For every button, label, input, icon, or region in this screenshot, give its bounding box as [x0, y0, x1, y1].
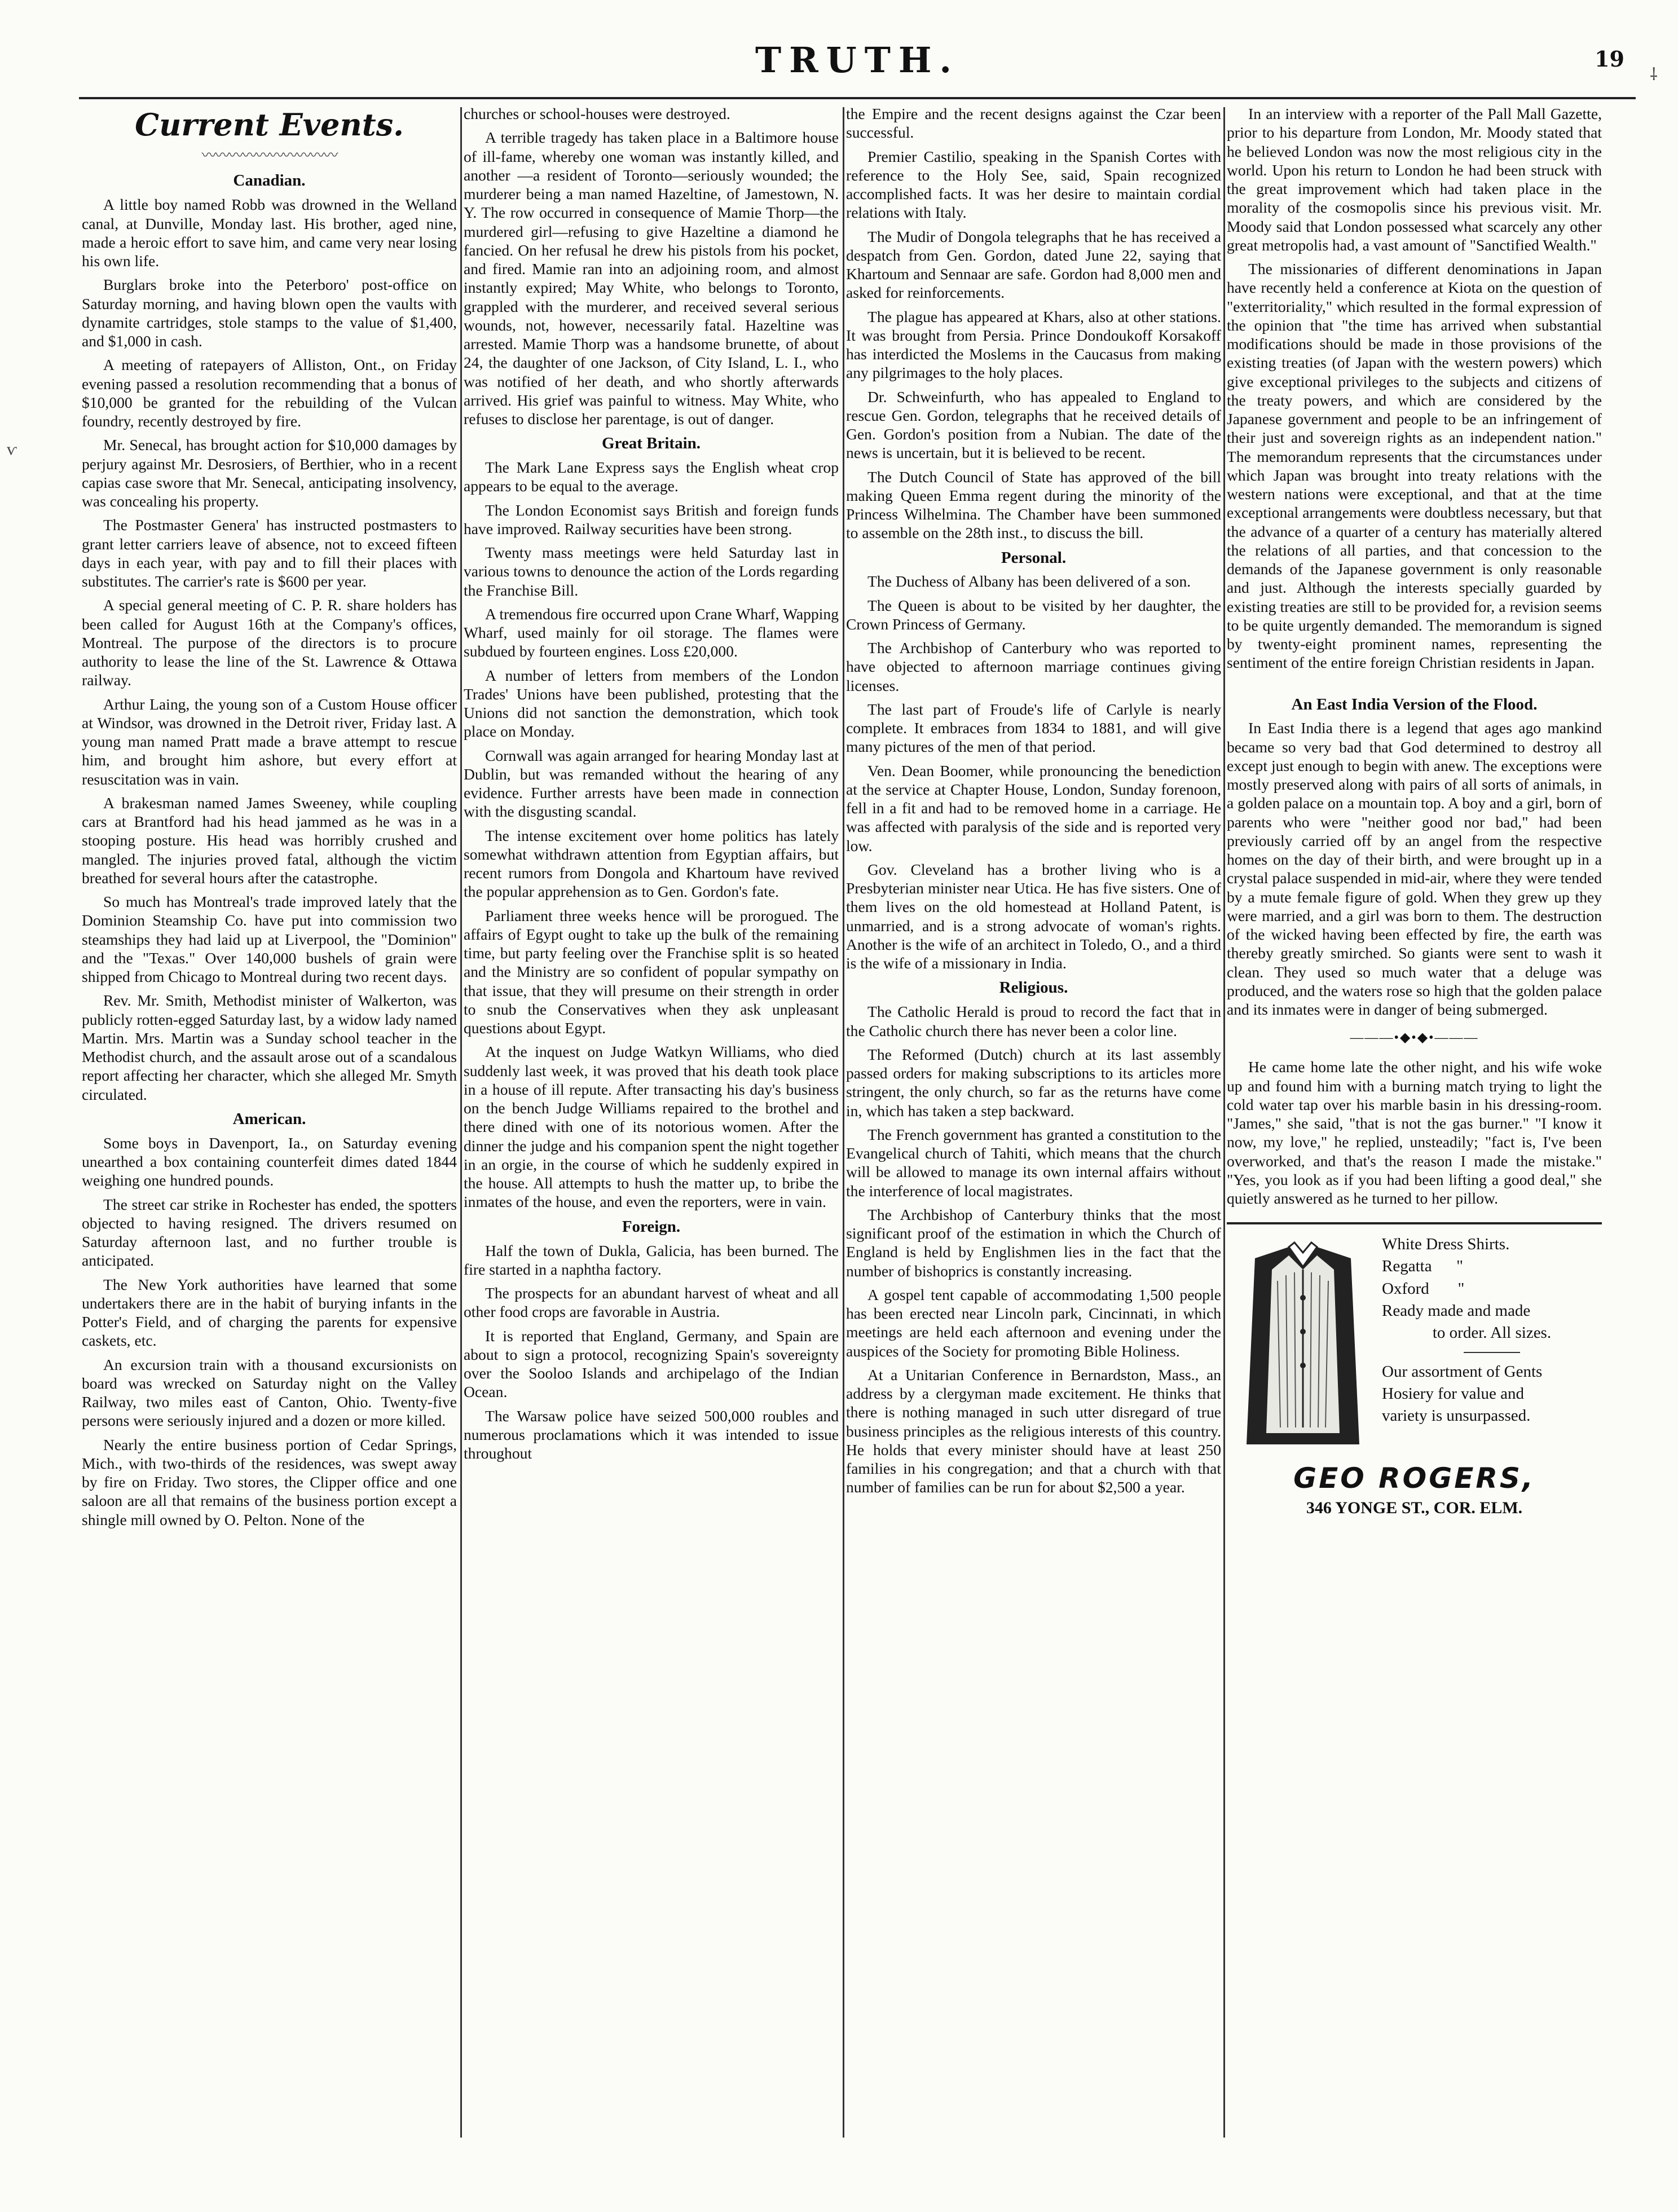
article-paragraph: the Empire and the recent designs against the Czar been successful.: [846, 105, 1221, 142]
article-paragraph: Dr. Schweinfurth, who has appealed to England to rescue Gen. Gordon, telegraphs that he received details of Gen. Gordon's position from a Nubian. The date of the news is uncertain, but it is believed to be recent.: [846, 387, 1221, 462]
article-paragraph: The prospects for an abundant harvest of wheat and all other food crops are favorable in Austria.: [464, 1284, 839, 1321]
section-heading-personal: Personal.: [1001, 548, 1067, 567]
article-paragraph: A brakesman named James Sweeney, while coupling cars at Brantford had his head jammed as he was in a stooping posture. His head was horribly crushed and mangled. The injuries proved fatal, although the victim breathed for several hours after the catastrophe.: [82, 794, 457, 887]
ad-line: to order. All sizes.: [1432, 1323, 1552, 1342]
article-paragraph: A meeting of ratepayers of Alliston, Ont., on Friday evening passed a resolution recommending that a bonus of $10,000 be granted for the rebuilding of the Vulcan foundry, recently destroyed by fire.: [82, 356, 457, 430]
article-paragraph: A tremendous fire occurred upon Crane Wharf, Wapping Wharf, used mainly for oil storage. The flames were subdued by fourteen engines. Loss £20,000.: [464, 605, 839, 660]
article-paragraph: Rev. Mr. Smith, Methodist minister of Walkerton, was publicly rotten-egged Saturday last, by a widow lady named Martin. Mrs. Martin was a Sunday school teacher in the Methodist church, and the assault arose out of a scandalous report affecting her character, which she alleged Mr. Smyth circulated.: [82, 992, 457, 1103]
article-paragraph: In an interview with a reporter of the Pall Mall Gazette, prior to his departure from London, Mr. Moody stated that he believed London was now the most religious city in the world. Upon his return to London he had been struck with the great improvement which had taken place in the morality of the cosmopolis since his previous visit. Mr. Moody said that London possessed what scarcely any other great metropolis had, a vast amount of "Sanctified Wealth.": [1227, 105, 1602, 254]
ornamental-divider: ———•◆•◆•———: [1350, 1030, 1479, 1046]
article-paragraph: The Dutch Council of State has approved of the bill making Queen Emma regent during the minority of the Princess Wilhelmina. The Chamber have been summoned to assemble on the 28th inst., to discuss the bill.: [846, 468, 1221, 542]
section-heading-canadian: Canadian.: [233, 171, 306, 190]
article-paragraph: Some boys in Davenport, Ia., on Saturday evening unearthed a box containing counterfeit dimes dated 1844 weighing one hundred pounds.: [82, 1134, 457, 1189]
article-paragraph: churches or school-houses were destroyed.: [464, 105, 730, 122]
article-paragraph: The Queen is about to be visited by her daughter, the Crown Princess of Germany.: [846, 596, 1221, 633]
ornamental-rule: 〰〰〰〰〰〰〰〰〰〰: [201, 147, 337, 164]
section-heading-religious: Religious.: [999, 979, 1068, 997]
article-paragraph: The New York authorities have learned that some undertakers there are in the habit of burying infants in the Potter's Field, and of charging the parents for expensive caskets, etc.: [82, 1275, 457, 1350]
article-paragraph: He came home late the other night, and his wife woke up and found him with a burning match trying to light the cold water tap over his marble basin in his dressing-room. "James," she said, "that is not the gas burner." "I know it now, my love," he replied, unsteadily; "fact is, I've been overworked, and that's the reason I made the mistake." "Yes, you look as if you had been lifting a good deal," she quietly answered as he turned to her pillow.: [1227, 1058, 1602, 1208]
ad-line: variety is unsurpassed.: [1382, 1407, 1531, 1425]
masthead-title: TRUTH.: [755, 39, 960, 81]
ad-rule: [1464, 1352, 1520, 1353]
shirt-illustration: [1232, 1236, 1373, 1456]
article-paragraph: An excursion train with a thousand excursionists on board was wrecked on Saturday night on the Valley Railway, two miles east of Canton, Ohio. Twenty-five persons were seriously injured and a dozen or more killed.: [82, 1355, 457, 1430]
article-paragraph: A number of letters from members of the London Trades' Unions have been published, protesting that the Unions did not sanction the demonstration, which took place on Monday.: [464, 666, 839, 741]
article-paragraph: The Reformed (Dutch) church at its last assembly passed orders for making subscriptions to its articles more stringent, the only church, so far as the returns have come in, which has taken a step backward.: [846, 1045, 1221, 1120]
article-paragraph: The missionaries of different denominations in Japan have recently held a conference at Kiota on the question of "exterritoriality," which resulted in the formal expression of the opinion that "the time has arrived when substantial modifications should be made in those provisions of the existing treaties (of Japan with the western powers) which give exceptional privileges to the subjects and citizens of the treaty powers, and which are considered by the Japanese government and people to be an infringement of their just and sovereign rights as an independent nation." The memorandum represents that the circumstances under which Japan was brought into treaty relations with the western nations were exceptional, and that at the time exceptional arrangements were doubtless necessary, but that the advance of a quarter of a century has materially altered the relations of all parties, and that concession to the demands of the Japanese government is only reasonable and just. Although the interests specially guarded by existing treaties are still to be provided for, a revision seems to be quite urgently demanded. The memorandum is signed by twenty-eight prominent names, representing the sentiment of the entire foreign Christian residents in Japan.: [1227, 260, 1602, 672]
article-paragraph: The Catholic Herald is proud to record the fact that in the Catholic church there has never been a color line.: [846, 1003, 1221, 1039]
article-paragraph: It is reported that England, Germany, and Spain are about to sign a protocol, recognizing Spain's sovereignty over the Sooloo Islands and archipelago of the Indian Ocean.: [464, 1327, 839, 1401]
ad-line: Our assortment of Gents: [1382, 1363, 1543, 1381]
article-paragraph: The Archbishop of Canterbury who was reported to have objected to afternoon marriage continues giving licenses.: [846, 639, 1221, 694]
column-rule: [1223, 107, 1225, 2138]
article-paragraph: Nearly the entire business portion of Cedar Springs, Mich., with two-thirds of the residences, was swept away by fire on Friday. Two stores, the Clipper office and one saloon are all that remains of the business portion except a shingle mill owned by O. Pelton. None of the: [82, 1435, 457, 1528]
ad-line: Regatta ": [1382, 1257, 1463, 1276]
ad-line: White Dress Shirts.: [1382, 1235, 1510, 1254]
article-paragraph: The Duchess of Albany has been delivered of a son.: [867, 572, 1191, 591]
page-number: 19: [1595, 46, 1624, 72]
article-paragraph: The Archbishop of Canterbury thinks that the most significant proof of the estimation in which the Church of England is held by Englishmen lies in the fact that the number of bishoprics is constantly increasing.: [846, 1205, 1221, 1280]
article-paragraph: The Warsaw police have seized 500,000 roubles and numerous proclamations which it was intended to issue throughout: [464, 1407, 839, 1462]
article-paragraph: A terrible tragedy has taken place in a Baltimore house of ill-fame, whereby one woman was instantly killed, and another —a resident of Toronto—seriously wounded; the murderer being a man named Hazeltine, of Jamestown, N. Y. The row occurred in consequence of Mamie Thorp—the murdered girl—refusing to give Hazeltine a diamond he fancied. On her refusal he drew his pistols from his pocket, and fired. Mamie ran into an adjoining room, and almost instantly expired; May White, who belongs to Toronto, grappled with the murderer, and received several serious wounds, not, however, necessarily fatal. Hazeltine was arrested. Mamie Thorp was a handsome brunette, of about 24, the daughter of one Jackson, of City Island, L. I., who was notified of her death, and who shortly afterwards arrived. His grief was painful to witness. May White, who refuses to disclose her parentage, is out of danger.: [464, 129, 839, 428]
article-paragraph: A little boy named Robb was drowned in the Welland canal, at Dunville, Monday last. His brother, aged nine, made a heroic effort to save him, and came very near losing his own life.: [82, 196, 457, 270]
shirt-advertisement: [1227, 1222, 1602, 1540]
column-rule: [843, 107, 844, 2138]
article-paragraph: At the inquest on Judge Watkyn Williams, who died suddenly last week, it was proved that his death took place in a house of ill repute. After transacting his day's business on the bench Judge Williams repaired to the brothel and there dined with one of its notorious women. After the dinner the judge and his companion spent the night together in an orgie, in the course of which he suddenly expired in the house. All attempts to hush the matter up, to bribe the inmates of the house, and even the reporters, were in vain.: [464, 1043, 839, 1211]
column-rule: [460, 107, 462, 2138]
ad-text: [1382, 1233, 1602, 1427]
article-paragraph: In East India there is a legend that ages ago mankind became so very bad that God determined to destroy all except just enough to begin with anew. The exceptions were mostly preserved along with pairs of all sorts of animals, in a golden palace on a mountain top. A boy and a girl, born of parents who were "neither good nor bad," had been previously carried off by an angel from the respective homes on the day of their birth, and were brought up in a crystal palace suspended in mid-air, where they were tended by a mute female figure of gold. When they grew up they were married, and a girl was born to them. The destruction of the wicked having been effected by fire, the earth was thereby greatly smirched. So giants were sent to wash it clean. They used so much water that a deluge was produced, and the waters rose so high that the golden palace and its inmates were in danger of being submerged.: [1227, 719, 1602, 1019]
article-paragraph: Gov. Cleveland has a brother living who is a Presbyterian minister near Utica. He has five sisters. One of them lives on the old homestead at Holland Patent, is unmarried, and is a strong advocate of woman's rights. Another is the wife of an architect in Toledo, O., and a third is the wife of a missionary in India.: [846, 860, 1221, 972]
masthead: [79, 35, 1636, 99]
article-paragraph: Mr. Senecal, has brought action for $10,000 damages by perjury against Mr. Desrosiers, of Berthier, who in a recent capias case swore that Mr. Senecal, anticipating insolvency, was concealing his property.: [82, 436, 457, 510]
article-paragraph: Parliament three weeks hence will be prorogued. The affairs of Egypt ought to take up the bulk of the remaining time, but party feeling over the Franchise split is so heated and the Ministry are so confident of popular sympathy on that issue, that they will presume on their strength in order to snub the Conservatives when they ask unpleasant questions about Egypt.: [464, 906, 839, 1037]
article-paragraph: Arthur Laing, the young son of a Custom House officer at Windsor, was drowned in the Detroit river, Friday last. A young man named Pratt made a brave attempt to rescue him, and brought him ashore, but every effort at resuscitation was in vain.: [82, 695, 457, 788]
section-heading-flood: An East India Version of the Flood.: [1291, 695, 1538, 713]
ad-address: 346 YONGE ST., COR. ELM.: [1306, 1499, 1523, 1518]
ad-line: Ready made and made: [1382, 1301, 1531, 1320]
article-paragraph: The Mark Lane Express says the English wheat crop appears to be equal to the average.: [464, 459, 839, 495]
margin-mark: ⱱ: [7, 440, 17, 459]
ad-line: Oxford ": [1382, 1279, 1465, 1298]
article-paragraph: The street car strike in Rochester has ended, the spotters objected to having resigned. The drivers resumed on Saturday afternoon last, and no further trouble is anticipated.: [82, 1195, 457, 1270]
section-heading-foreign: Foreign.: [622, 1217, 681, 1236]
section-heading-great-britain: Great Britain.: [601, 434, 701, 453]
ad-line: Hosiery for value and: [1382, 1385, 1525, 1403]
section-heading-american: American.: [232, 1109, 306, 1128]
article-paragraph: The Postmaster Genera' has instructed postmasters to grant letter carriers leave of absence, not to exceed fifteen days in each year, with pay and to fill their places with substitutes. The carrier's rate is $600 per year.: [82, 516, 457, 591]
column-1: [82, 104, 457, 2163]
article-paragraph: Ven. Dean Boomer, while pronouncing the benediction at the service at Chapter House, London, Sunday forenoon, fell in a fit and had to be removed home in a carriage. He was affected with paralysis of the side and is reported very low.: [846, 761, 1221, 854]
article-paragraph: Premier Castilio, speaking in the Spanish Cortes with reference to the Holy See, said, Spain recognized accomplished facts. It was her desire to maintain cordial relations with Italy.: [846, 147, 1221, 222]
article-paragraph: The plague has appeared at Khars, also at other stations. It was brought from Persia. Prince Dondoukoff Korsakoff has interdicted the Moslems in the Caucasus from making any pilgrimages to the holy places.: [846, 307, 1221, 382]
article-paragraph: Cornwall was again arranged for hearing Monday last at Dublin, but was remanded without the hearing of any evidence. Further arrests have been made in connection with the disgusting scandal.: [464, 746, 839, 821]
column-3: [846, 104, 1221, 2163]
column-2: [464, 104, 839, 2163]
article-paragraph: The London Economist says British and foreign funds have improved. Railway securities have been strong.: [464, 501, 839, 537]
article-paragraph: A gospel tent capable of accommodating 1,500 people has been erected near Lincoln park, Cincinnati, in which meetings are held each afternoon and evening under the auspices of the Society for promoting Bible Holiness.: [846, 1285, 1221, 1360]
article-paragraph: The Mudir of Dongola telegraphs that he has received a despatch from Gen. Gordon, dated June 22, saying that Khartoum and Sennaar are safe. Gordon had 8,000 men and asked for reinforcements.: [846, 227, 1221, 302]
article-paragraph: At a Unitarian Conference in Bernardston, Mass., an address by a clergyman made excitement. He thinks that there is nothing managed in such utter disregard of true business principles as the religious interests of this country. He holds that every minister should have at least 250 families in his congregation; and that a church with that number of families can be run for about $2,500 a year.: [846, 1365, 1221, 1496]
article-paragraph: The intense excitement over home politics has lately somewhat withdrawn attention from Egyptian affairs, but recent rumors from Dongola and Khartoum have revived the popular apprehension as to Gen. Gordon's fate.: [464, 826, 839, 901]
ad-brand: GEO ROGERS,: [1293, 1462, 1535, 1495]
article-paragraph: The French government has granted a constitution to the Evangelical church of Tahiti, which means that the church will be allowed to manage its own internal affairs without the interference of local magistrates.: [846, 1125, 1221, 1200]
column-4: [1227, 104, 1602, 2163]
article-paragraph: A special general meeting of C. P. R. share holders has been called for August 16th at the Company's offices, Montreal. The purpose of the directors is to procure authority to lease the line of the St. Lawrence & Ottawa railway.: [82, 596, 457, 689]
article-paragraph: So much has Montreal's trade improved lately that the Dominion Steamship Co. have put into commission two steamships they had laid up at Liverpool, the "Dominion" and the "Texas." Over 140,000 bushels of grain were shipped from Chicago to Montreal during two recent days.: [82, 893, 457, 986]
article-paragraph: Twenty mass meetings were held Saturday last in various towns to denounce the action of the Lords regarding the Franchise Bill.: [464, 544, 839, 599]
margin-mark: ⸸: [1650, 65, 1658, 84]
article-paragraph: The last part of Froude's life of Carlyle is nearly complete. It embraces from 1834 to 1881, and will give many pictures of the men of that period.: [846, 700, 1221, 756]
current-events-heading: Current Events.: [135, 107, 404, 143]
article-paragraph: Burglars broke into the Peterboro' post-office on Saturday morning, and having blown open the vaults with dynamite cartridges, stole stamps to the value of $1,400, and $1,000 in cash.: [82, 276, 457, 350]
article-paragraph: Half the town of Dukla, Galicia, has been burned. The fire started in a naphtha factory.: [464, 1241, 839, 1278]
